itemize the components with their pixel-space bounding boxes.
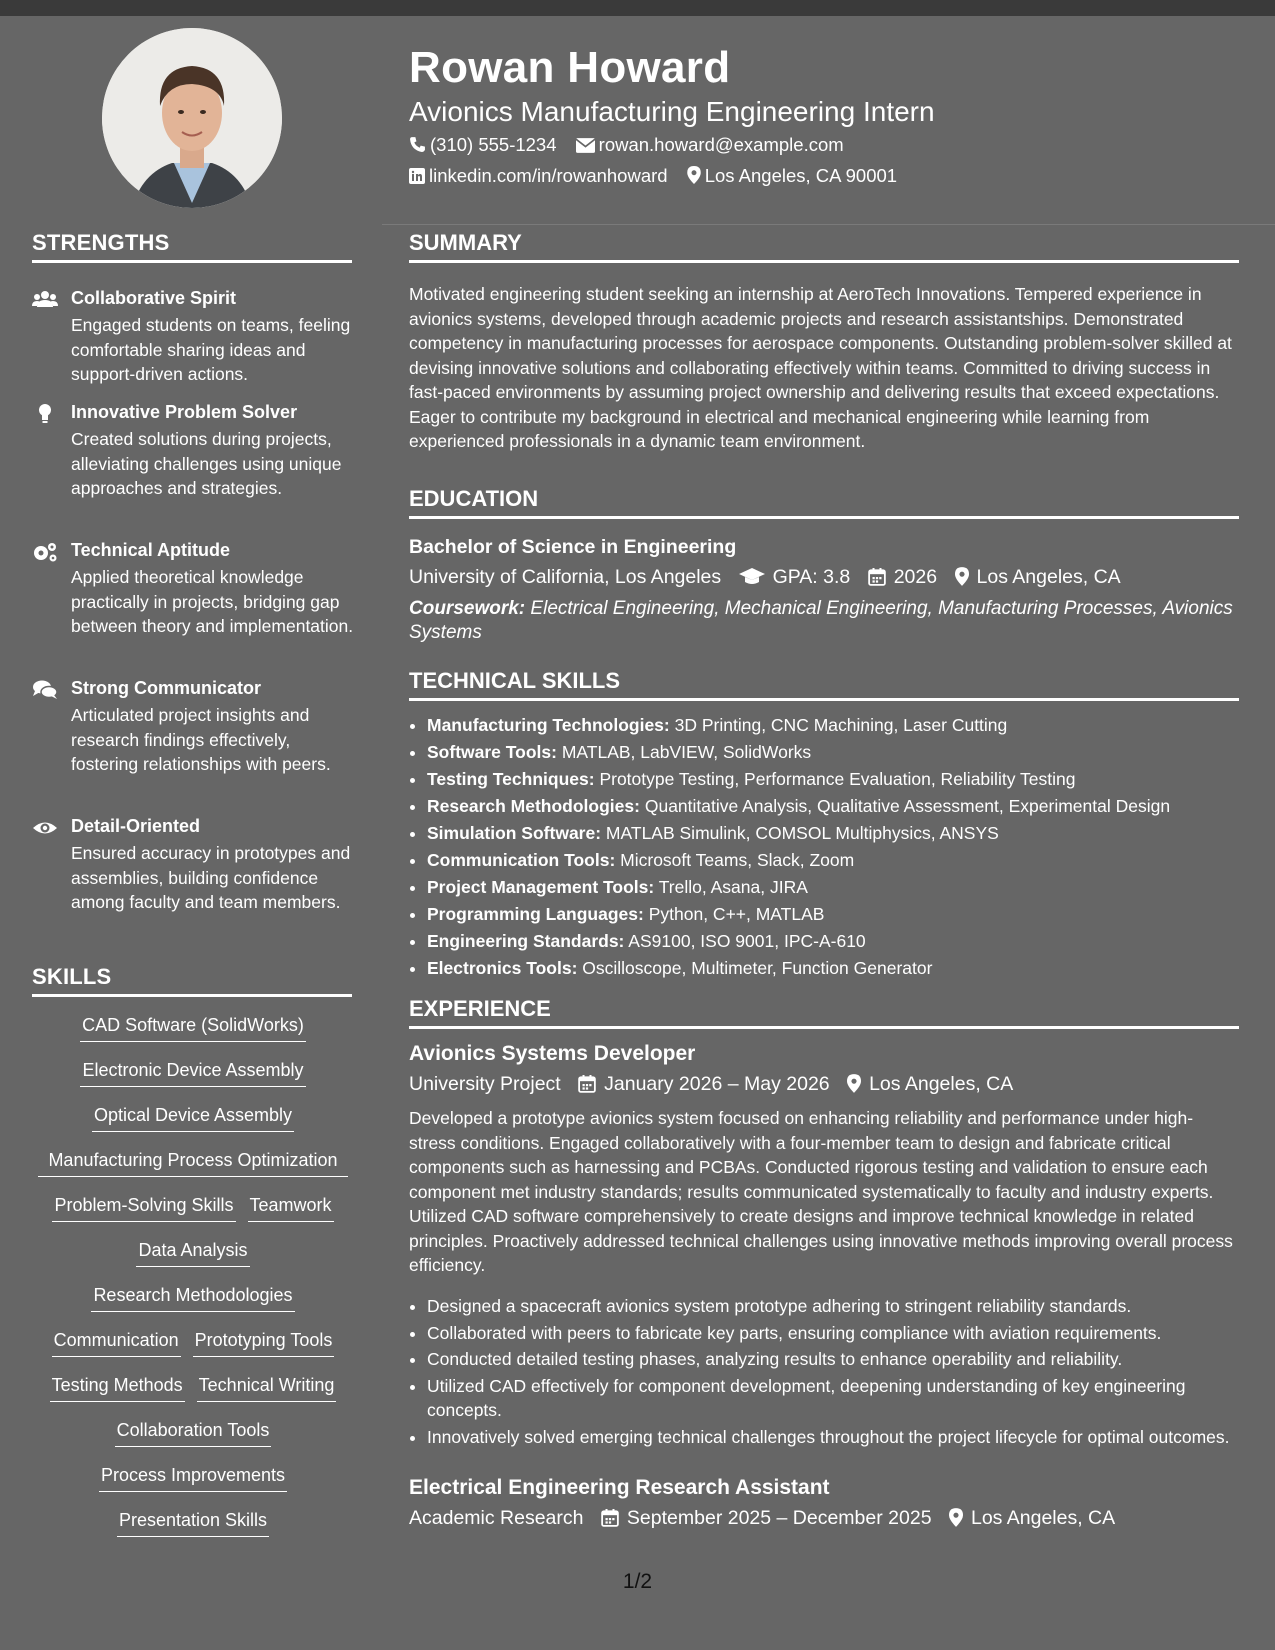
- summary-text: Motivated engineering student seeking an internship at AeroTech Innovations. Tempered experience in avionics systems, developed through academic projects and research assistantships. Demonstrated competency in manufacturing processes for aerospace components. Outstanding problem-solver skilled at devising innovative solutions and collaborating effectively within teams. Committed to driving success in fast-paced environments by assuming project ownership and delivering results that exceed expectations. Eager to contribute my background in electrical and mechanical engineering while learning from experienced professionals in a dynamic team environment.: [409, 284, 1232, 451]
- list-item: • Designed a spacecraft avionics system prototype adhering to stringent reliability standards.: [427, 1294, 1257, 1319]
- eye-icon: [32, 817, 58, 839]
- skills-list: [38, 1011, 348, 1551]
- job-meta: [409, 1507, 1115, 1530]
- job-description: Developed a prototype avionics system focused on enhancing reliability and performance under high-stress conditions. Engaged collaboratively with a four-member team to design and fabricate critical components such as harnessing and PCBAs. Conducted rigorous testing and validation to ensure each component met industry standards; results communicated systematically to faculty and industry experts. Utilized CAD software comprehensively to create designs and improve technical knowledge in related principles. Proactively addressed technical challenges using innovative methods improving overall process efficiency.: [409, 1108, 1233, 1275]
- sidebar: [0, 16, 382, 1650]
- map-pin-icon: [847, 1074, 861, 1093]
- skill-category: Programming Languages:: [427, 904, 644, 924]
- skill-values: Trello, Asana, JIRA: [658, 877, 808, 897]
- strengths-heading: STRENGTHS: [32, 230, 352, 263]
- strength-desc: Articulated project insights and research findings effectively, fostering relationships with peers.: [71, 705, 331, 774]
- education-meta: [409, 566, 1121, 589]
- list-item: [427, 766, 1257, 793]
- skill-tag: Manufacturing Process Optimization: [38, 1146, 348, 1177]
- technical-skills-heading: TECHNICAL SKILLS: [409, 668, 1239, 701]
- strength-desc: Created solutions during projects, alleviating challenges using unique approaches and strategies.: [71, 429, 342, 498]
- skill-category: Research Methodologies:: [427, 796, 640, 816]
- experience-heading: EXPERIENCE: [409, 996, 1239, 1029]
- header-divider: [382, 224, 1275, 225]
- list-item: [427, 874, 1257, 901]
- school-name: University of California, Los Angeles: [409, 566, 722, 588]
- skill-tag: Data Analysis: [136, 1236, 249, 1267]
- skill-tag: Problem-Solving Skills: [52, 1191, 235, 1222]
- calendar-icon: [578, 1075, 596, 1093]
- strength-desc: Ensured accuracy in prototypes and assemblies, building confidence among faculty and team members.: [71, 843, 351, 912]
- skill-values: Oscilloscope, Multimeter, Function Generator: [582, 958, 933, 978]
- list-item: [427, 901, 1257, 928]
- lightbulb-icon: [32, 403, 58, 425]
- coursework-list: Electrical Engineering, Mechanical Engineering, Manufacturing Processes, Avionics Systems: [409, 598, 1233, 643]
- skill-tag: Presentation Skills: [117, 1506, 269, 1537]
- skill-tag: Technical Writing: [197, 1371, 337, 1402]
- list-item: [427, 928, 1257, 955]
- map-pin-icon: [955, 567, 969, 586]
- strength-desc: Applied theoretical knowledge practically in projects, bridging gap between theory and implementation.: [71, 567, 354, 636]
- skill-values: MATLAB, LabVIEW, SolidWorks: [561, 742, 812, 762]
- candidate-name: Rowan Howard: [409, 43, 731, 92]
- users-icon: [32, 289, 58, 311]
- skill-category: Testing Techniques:: [427, 769, 595, 789]
- map-pin-icon: [687, 166, 701, 184]
- list-item: [427, 955, 1257, 982]
- skill-tag: Collaboration Tools: [115, 1416, 272, 1447]
- envelope-icon: [576, 138, 595, 153]
- location-text: Los Angeles, CA 90001: [704, 165, 898, 186]
- summary-heading: SUMMARY: [409, 230, 1239, 263]
- map-pin-icon: [949, 1508, 963, 1527]
- list-item: • Collaborated with peers to fabricate key parts, ensuring compliance with aviation requirements.: [427, 1321, 1257, 1346]
- skill-tag: Optical Device Assembly: [92, 1101, 294, 1132]
- list-item: [427, 793, 1257, 820]
- job-org: University Project: [409, 1073, 561, 1095]
- calendar-icon: [601, 1509, 619, 1527]
- job-bullets: [409, 1294, 1257, 1451]
- degree-title: Bachelor of Science in Engineering: [409, 536, 737, 558]
- phone-text: (310) 555-1234: [430, 134, 557, 155]
- school-location: Los Angeles, CA: [976, 566, 1121, 588]
- graduation-year: 2026: [893, 566, 938, 588]
- calendar-icon: [868, 568, 886, 586]
- gears-icon: [32, 541, 58, 563]
- skill-category: Communication Tools:: [427, 850, 616, 870]
- skill-tag: Prototyping Tools: [193, 1326, 335, 1357]
- avatar-icon: [102, 28, 282, 208]
- list-item: [427, 820, 1257, 847]
- skill-category: Simulation Software:: [427, 823, 602, 843]
- job-title: Electrical Engineering Research Assistant: [409, 1476, 830, 1499]
- skill-values: MATLAB Simulink, COMSOL Multiphysics, ANSYS: [605, 823, 999, 843]
- skill-tag: Teamwork: [248, 1191, 334, 1222]
- job-location: Los Angeles, CA: [869, 1073, 1014, 1095]
- profile-photo: [102, 28, 282, 208]
- skill-values: Prototype Testing, Performance Evaluation, Reliability Testing: [599, 769, 1076, 789]
- linkedin-icon: [409, 168, 425, 184]
- skill-tag: CAD Software (SolidWorks): [80, 1011, 306, 1042]
- job-location: Los Angeles, CA: [970, 1507, 1116, 1529]
- list-item: • Innovatively solved emerging technical challenges throughout the project lifecycle for optimal outcomes.: [427, 1425, 1257, 1450]
- job-org: Academic Research: [409, 1507, 584, 1529]
- job-meta: [409, 1073, 1013, 1096]
- skill-values: Python, C++, MATLAB: [648, 904, 825, 924]
- skill-tag: Process Improvements: [99, 1461, 287, 1492]
- skill-values: 3D Printing, CNC Machining, Laser Cutting: [674, 715, 1008, 735]
- job-title: Avionics Systems Developer: [409, 1042, 696, 1065]
- skill-tag: Testing Methods: [50, 1371, 185, 1402]
- skill-tag: Electronic Device Assembly: [80, 1056, 305, 1087]
- strength-desc: Engaged students on teams, feeling comfortable sharing ideas and support-driven actions.: [71, 315, 351, 384]
- strength-title: Detail-Oriented: [71, 816, 201, 836]
- skill-values: AS9100, ISO 9001, IPC-A-610: [628, 931, 866, 951]
- graduation-cap-icon: [739, 568, 765, 586]
- list-item: [427, 847, 1257, 874]
- skill-category: Software Tools:: [427, 742, 557, 762]
- job-dates: January 2026 – May 2026: [604, 1073, 830, 1095]
- linkedin-link[interactable]: linkedin.com/in/rowanhoward: [429, 165, 668, 186]
- strength-title: Technical Aptitude: [71, 540, 231, 560]
- education-heading: EDUCATION: [409, 486, 1239, 519]
- email-link[interactable]: rowan.howard@example.com: [598, 134, 844, 155]
- skills-heading: SKILLS: [32, 964, 352, 997]
- skill-values: Microsoft Teams, Slack, Zoom: [620, 850, 855, 870]
- coursework: [409, 597, 1239, 645]
- coursework-label: Coursework:: [409, 598, 526, 619]
- phone-icon: [409, 136, 426, 153]
- gpa-text: GPA: 3.8: [772, 566, 851, 588]
- skill-category: Electronics Tools:: [427, 958, 578, 978]
- skill-category: Manufacturing Technologies:: [427, 715, 670, 735]
- skill-category: Project Management Tools:: [427, 877, 655, 897]
- list-item: [427, 739, 1257, 766]
- strength-title: Innovative Problem Solver: [71, 402, 298, 422]
- skill-tag: Communication: [52, 1326, 181, 1357]
- list-item: • Conducted detailed testing phases, analyzing results to enhance operability and reliability.: [427, 1347, 1257, 1372]
- contact-row: [409, 134, 858, 156]
- job-dates: September 2025 – December 2025: [626, 1507, 932, 1529]
- skill-tag: Research Methodologies: [91, 1281, 294, 1312]
- skill-values: Quantitative Analysis, Qualitative Assessment, Experimental Design: [644, 796, 1171, 816]
- strength-title: Strong Communicator: [71, 678, 262, 698]
- top-bar: [0, 0, 1275, 16]
- technical-skills-list: [409, 712, 1257, 982]
- job-target-title: Avionics Manufacturing Engineering Intern: [409, 96, 935, 127]
- contact-row: [409, 165, 911, 187]
- list-item: • Utilized CAD effectively for component development, deepening understanding of key engineering concepts.: [427, 1374, 1257, 1423]
- comments-icon: [32, 679, 58, 701]
- page-number: 1/2: [622, 1570, 653, 1593]
- skill-category: Engineering Standards:: [427, 931, 625, 951]
- strength-title: Collaborative Spirit: [71, 288, 237, 308]
- list-item: [427, 712, 1257, 739]
